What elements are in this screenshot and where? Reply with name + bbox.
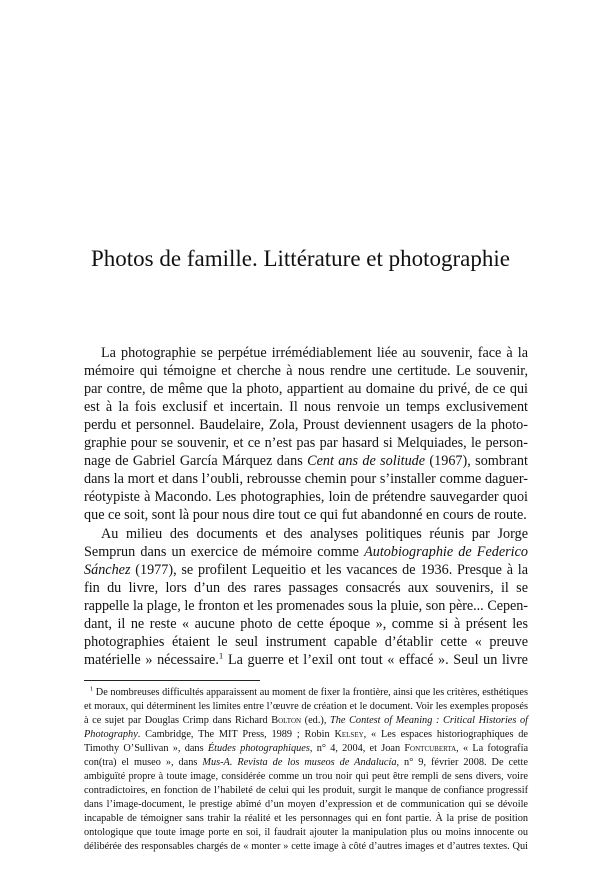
footnote-line: $^1$ De nombreuses difficultés apparaissent au moment de fixer la frontière, ainsi que les critères, esthétiques xyxy=(90,685,528,698)
footnote-line: à ce sujet par Douglas Crimp dans Richard Bolton (ed.), The Contest of Meaning : Critical Histories of xyxy=(84,715,528,726)
footnote-line: con(tra) el museo », dans Mus-A. Revista de los museos de Andalucía, n° 9, février 2008. De cette xyxy=(84,757,528,768)
footnote-line: dans l’image-document, le prestige abîmé d’un moyen d’expression et de communication qui se dévoile xyxy=(84,799,528,810)
body-line: photographies étaient le seul instrument capable d’établir cette « preuve xyxy=(84,634,528,650)
body-line: par contre, de même que la photo, appartient au domaine du privé, de ce qui xyxy=(84,381,528,397)
body-line: que ce soit, sont là pour nous dire tout ce qui fut abandonné en cours de route. xyxy=(84,507,527,523)
footnote-line: contradictoires, en fonction de l’habileté de celui qui les produit, surgit le manque de confiance progressif xyxy=(84,785,528,796)
body-line: fin du livre, lors d’un des rares passages consacrés aux souvenirs, il se xyxy=(84,580,528,596)
book-title: Sánchez xyxy=(84,562,131,578)
footnote-number: 1 xyxy=(90,685,94,693)
chapter-title: Photos de famille. Littérature et photographie xyxy=(91,246,510,271)
body-line: est à la fois exclusif et incertain. Il nous renvoie un temps exclusivement xyxy=(84,399,528,415)
body-line: Semprun dans un exercice de mémoire comme Autobiographie de Federico xyxy=(84,544,528,560)
body-line: Au milieu des documents et des analyses politiques réunis par Jorge xyxy=(101,526,528,542)
footnote-line: délibérée des responsables chargés de « monter » cette image à côté d’autres images et d’autres textes. Qui xyxy=(84,841,528,852)
footnote-line: Photography. Cambridge, The MIT Press, 1989 ; Robin Kelsey, « Les espaces historiographiques de xyxy=(84,729,528,740)
footnote-line: ontologique que toute image porte en soi, il faudrait ajouter la manipulation plus ou moins innocente ou xyxy=(84,827,528,838)
body-line: rappelle la plage, le fronton et les promenades sous la pluie, son père... Cepen- xyxy=(84,598,528,614)
footnote-line: et moraux, qui déterminent les limites entre l’œuvre de création et le document. Voir les exemples proposés xyxy=(84,701,528,712)
body-line: dant, il ne reste « aucune photo de cette époque », comme si à présent les xyxy=(84,616,528,632)
body-line: graphie pour se souvenir, et ce n’est pas par hasard si Melquiades, le person- xyxy=(84,435,528,451)
body-line: Sánchez (1977), se profilent Lequeitio et les vacances de 1936. Presque à la xyxy=(84,562,528,578)
body-line: perdu et personnel. Baudelaire, Zola, Proust deviennent usagers de la photo- xyxy=(84,417,528,433)
footnote-line: Timothy O’Sullivan », dans Études photographiques, n° 4, 2004, et Joan Fontcuberta, « La fotografía xyxy=(84,743,529,754)
footnote-line: ambiguïté propre à toute image, considérée comme un trou noir qui peut être rempli de sens divers, voire xyxy=(84,771,528,782)
body-line: La photographie se perpétue irrémédiablement liée au souvenir, face à la xyxy=(101,345,528,361)
body-line: matérielle » nécessaire.$^1$ La guerre et l’exil ont tout « effacé ». Seul un livre xyxy=(84,650,528,668)
body-line: dans la mort et dans l’oubli, rebrousse chemin pour s’installer comme daguer- xyxy=(84,471,528,487)
footnote-ref: 1 xyxy=(218,650,224,661)
footnote-line: incapable de témoigner sans trahir la réalité et les personnages qui en font partie. À la prise de position xyxy=(84,813,528,824)
footnote-separator xyxy=(84,680,260,681)
body-line: réotypiste à Macondo. Les photographies, loin de prétendre sauvegarder quoi xyxy=(84,489,528,505)
body-line: nage de Gabriel García Márquez dans Cent ans de solitude (1967), sombrant xyxy=(84,453,528,469)
book-title: Autobiographie de Federico xyxy=(364,544,528,560)
book-title: Cent ans de solitude xyxy=(307,453,426,469)
body-line: mémoire qui témoigne et cherche à nous rendre une certitude. Le souvenir, xyxy=(84,363,528,379)
